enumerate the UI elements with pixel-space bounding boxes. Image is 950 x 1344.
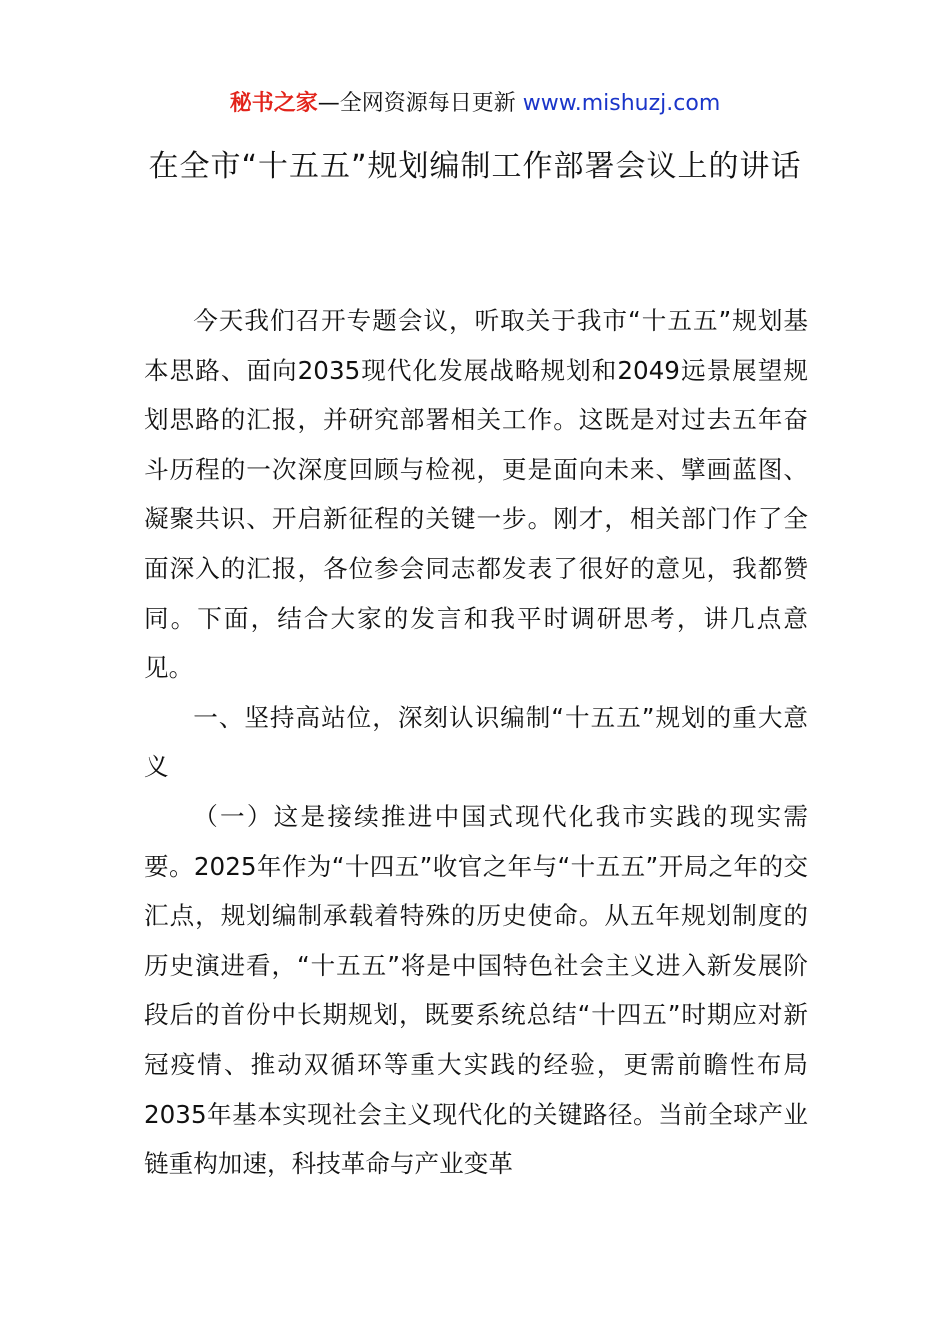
- paragraph-intro: 今天我们召开专题会议，听取关于我市“十五五”规划基本思路、面向2035现代化发展战略规划和2049远景展望规划思路的汇报，并研究部署相关工作。这既是对过去五年奋斗历程的一次深度回顾与检视，更是面向未来、擘画蓝图、凝聚共识、开启新征程的关键一步。刚才，相关部门作了全面深入的汇报，各位参会同志都发表了很好的意见，我都赞同。下面，结合大家的发言和我平时调研思考，讲几点意见。: [144, 306, 808, 683]
- brand-name: 秘书之家: [229, 91, 318, 116]
- section-heading-1: 一、坚持高站位，深刻认识编制“十五五”规划的重大意义: [144, 702, 808, 782]
- document-title: 在全市“十五五”规划编制工作部署会议上的讲话: [148, 149, 802, 184]
- document-body: [144, 296, 808, 1189]
- site-header: [0, 88, 950, 120]
- website-link[interactable]: www.mishuzj.com: [522, 91, 721, 116]
- header-tagline: —全网资源每日更新: [317, 91, 523, 116]
- paragraph-subsection-1: （一）这是接续推进中国式现代化我市实践的现实需要。2025年作为“十四五”收官之年与“十五五”开局之年的交汇点，规划编制承载着特殊的历史使命。从五年规划制度的历史演进看，“十五五”将是中国特色社会主义进入新发展阶段后的首份中长期规划，既要系统总结“十四五”时期应对新冠疫情、推动双循环等重大实践的经验，更需前瞻性布局2035年基本实现社会主义现代化的关键路径。当前全球产业链重构加速，科技革命与产业变革: [144, 801, 808, 1179]
